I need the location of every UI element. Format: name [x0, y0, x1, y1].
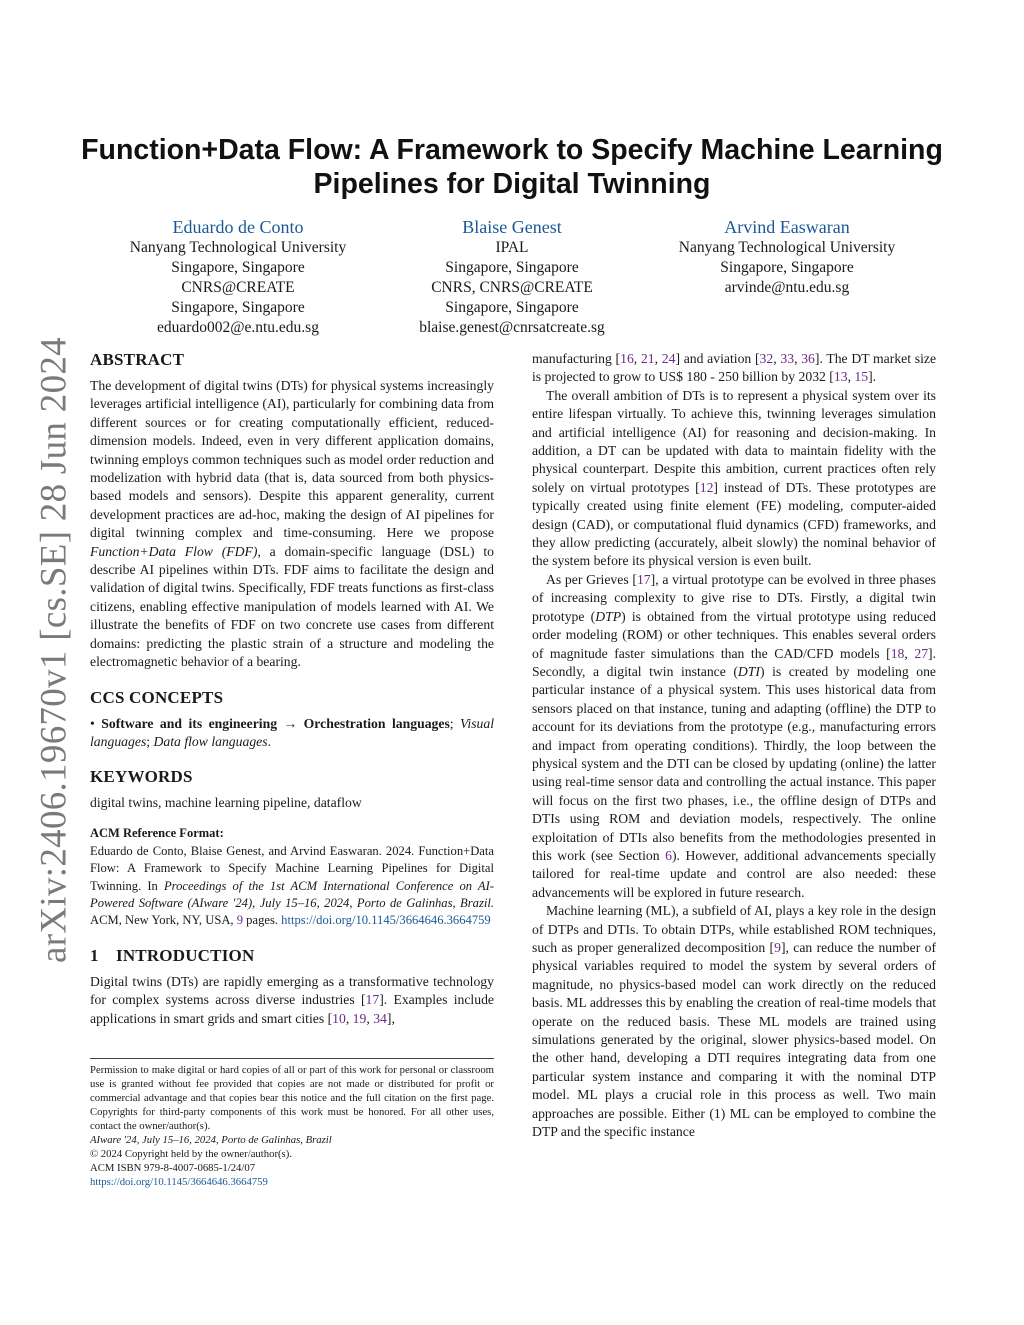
permission-notice: Permission to make digital or hard copies of all or part of this work for personal or classroom use is granted without fee provided that copies are not made or distributed for profit or commercial advantage and that copies bear this notice and the full citation on the first page. Copyrights for third-party components of this work must be honored. For all other uses, contact the owner/author(s). [90, 1064, 494, 1132]
acm-reference-text: Eduardo de Conto, Blaise Genest, and Arvind Easwaran. 2024. Function+Data Flow: A Framework to Specify Machine Learning Pipelines for Digital Twinning. In Proceedings of the 1st ACM International Conference on AI-Powered Software (AIware '24), July 15–16, 2024, Porto de Galinhas, Brazil. ACM, New York, NY, USA, 9 pages. https://doi.org/10.1145/3664646.3664759 [90, 843, 494, 928]
acm-reference-heading: ACM Reference Format: [90, 825, 224, 840]
arxiv-identifier-stamp: arXiv:2406.19670v1 [cs.SE] 28 Jun 2024 [33, 337, 75, 963]
author-name[interactable]: Eduardo de Conto [172, 217, 304, 237]
citation-link[interactable]: 27 [914, 645, 929, 661]
grieves-paragraph: As per Grieves [17], a virtual prototype can be evolved in three phases of increasing complexity to give rise to DTs. Firstly, a digital twin prototype (DTP) is obtained from the virtual prototype using reduced order modeling (ROM) or other techniques. This enables several orders of magnitude faster simulations than the CAD/CFD models [18, 27]. Secondly, a digital twin instance (DTI) is created by modeling one particular instance of a physical system. This uses historical data from sensors placed on that instance, tuning and adapting (offline) the DTP to account for its deviations from the prototype (e.g., manufacturing errors and impact from operating conditions). Thirdly, the loop between the physical system and the DTI can be closed by updating (online) the latter using real-time sensor data and controlling the actual instance. This paper will focus on the first two phases, i.e., the offline design of DTPs and DTIs using ROM and deviation models, respectively. The online exploitation of DTIs also benefits from the methodologies presented in this work (see Section 6). However, additional advancements specially tailored for real-time update and control are also needed: these advancements will be explored in future research. [532, 571, 937, 900]
title-line-1: Function+Data Flow: A Framework to Specify Machine Learning [81, 134, 943, 166]
author-block-easwaran [637, 216, 937, 298]
author-location: Singapore, Singapore [171, 299, 305, 316]
citation-link[interactable]: 17 [365, 992, 380, 1008]
author-name[interactable]: Arvind Easwaran [724, 217, 850, 237]
author-affiliation: IPAL [495, 239, 529, 256]
author-location: Singapore, Singapore [445, 299, 579, 316]
author-block-genest [362, 216, 662, 338]
author-block-de-conto [88, 216, 388, 338]
citation-link[interactable]: 16 [620, 351, 634, 366]
author-affiliation: CNRS, CNRS@CREATE [431, 279, 593, 296]
copyright-footnote [90, 1058, 494, 1189]
page-count-link[interactable]: 9 [236, 913, 244, 928]
citation-link[interactable]: 17 [636, 571, 651, 587]
isbn-line: ACM ISBN 979-8-4007-0685-1/24/07 [90, 1162, 256, 1174]
author-email: blaise.genest@cnrsatcreate.sg [419, 319, 605, 336]
author-location: Singapore, Singapore [445, 259, 579, 276]
abstract-heading: ABSTRACT [90, 350, 185, 369]
footnote-doi-link[interactable]: https://doi.org/10.1145/3664646.3664759 [90, 1176, 268, 1188]
author-affiliation: Nanyang Technological University [678, 239, 896, 256]
ccs-concepts-text: • Software and its engineering → Orchestration languages; Visual languages; Data flow languages. [90, 715, 495, 749]
title-line-2: Pipelines for Digital Twinning [313, 168, 711, 200]
citation-link[interactable]: 24 [661, 351, 676, 366]
citation-link[interactable]: 36 [801, 351, 815, 366]
citation-link[interactable]: 32 [759, 351, 774, 366]
author-affiliation: Nanyang Technological University [129, 239, 347, 256]
venue-line: AIware '24, July 15–16, 2024, Porto de Galinhas, Brazil [90, 1134, 332, 1146]
section-link[interactable]: 6 [665, 847, 672, 863]
paper-title [80, 133, 944, 201]
intro-continued-paragraph: manufacturing [16, 21, 24] and aviation [32, 33, 36]. The DT market size is projected to grow to US$ 180 - 250 billion by 2032 [13, 15]. [532, 351, 937, 385]
keywords-heading: KEYWORDS [90, 767, 193, 787]
keywords-text: digital twins, machine learning pipeline, dataflow [90, 795, 362, 811]
ambition-paragraph: The overall ambition of DTs is to represent a physical system over its entire lifespan virtually. To achieve this, twinning leverages simulation and artificial intelligence (AI) for reasoning and decision-making. In addition, a DT can be updated with data to maintain fidelity with the physical counterpart. Despite this ambition, current practices often rely solely on virtual prototypes [12] instead of DTs. These prototypes are typically created using finite element (FE) modeling, computer-aided design (CAD), or computational fluid dynamics (CFD) frameworks, and they allow predicting (accurately, albeit slowly) the nominal behavior of the system before its physical version is even built. [532, 387, 936, 569]
ccs-heading: CCS CONCEPTS [90, 687, 224, 707]
citation-link[interactable]: 33 [780, 351, 795, 366]
doi-link[interactable]: https://doi.org/10.1145/3664646.3664759 [281, 913, 491, 928]
introduction-heading: 1 INTRODUCTION [90, 945, 255, 965]
citation-link[interactable]: 21 [640, 351, 655, 366]
abstract-text: The development of digital twins (DTs) for physical systems increasingly leverages artificial intelligence (AI), particularly for combining data from different sources or for creating computationally efficient, reduced-dimension models. Indeed, even in very different application domains, twinning employs common techniques such as model order reduction and modelization with hybrid data (that is, data sourced from both physics-based models and sensors). Despite this apparent generality, current development practices are ad-hoc, making the design of AI pipelines for digital twinning complex and time-consuming. Here we propose Function+Data Flow (FDF), a domain-specific language (DSL) to describe AI pipelines within DTs. FDF aims to facilitate the design and validation of digital twins. Specifically, FDF treats functions as first-class citizens, enabling effective manipulation of models learned with AI. We illustrate the benefits of FDF on two concrete use cases from different domains: predicting the plastic strain of a structure and modeling the electromagnetic behavior of a bearing. [90, 378, 494, 670]
fdf-term: Function+Data Flow (FDF) [90, 543, 258, 559]
copyright-line: © 2024 Copyright held by the owner/author(s). [90, 1148, 292, 1160]
citation-link[interactable]: 10 [332, 1010, 346, 1026]
citation-link[interactable]: 18 [890, 645, 905, 661]
left-column [90, 350, 494, 1028]
right-column [532, 350, 936, 1141]
introduction-paragraph: Digital twins (DTs) are rapidly emerging as a transformative technology for complex systems across diverse industries [17]. Examples include applications in smart grids and smart cities [10, 19, 34], [90, 973, 494, 1026]
ml-paragraph: Machine learning (ML), a subfield of AI, plays a key role in the design of DTPs and DTIs. To obtain DTPs, while established ROM techniques, such as proper generalized decomposition [9], can reduce the number of physical variables required to model the system by several orders of magnitude, no physics-based model can work directly on the reduced basis. ML addresses this by enabling the creation of real-time models that operate on the reduced basis. These ML models are trained using simulations generated by the original, slower physics-based model. On the other hand, developing a DTI requires integrating data from one particular system instance and comparing it with the nominal DTP model. ML plays a crucial role in this process as well. Two main approaches are possible. Either (1) ML can be employed to combine the DTP and the specific instance [532, 903, 936, 1140]
citation-link[interactable]: 13 [833, 369, 848, 385]
citation-link[interactable]: 9 [774, 940, 781, 955]
author-location: Singapore, Singapore [720, 259, 854, 276]
author-email: eduardo002@e.ntu.edu.sg [157, 319, 319, 336]
author-affiliation: CNRS@CREATE [181, 279, 295, 296]
author-email: arvinde@ntu.edu.sg [724, 279, 850, 296]
citation-link[interactable]: 19 [352, 1010, 367, 1026]
author-location: Singapore, Singapore [171, 259, 305, 276]
citation-link[interactable]: 12 [699, 479, 714, 495]
citation-link[interactable]: 34 [373, 1010, 387, 1026]
author-name[interactable]: Blaise Genest [462, 217, 562, 237]
citation-link[interactable]: 15 [854, 369, 869, 385]
